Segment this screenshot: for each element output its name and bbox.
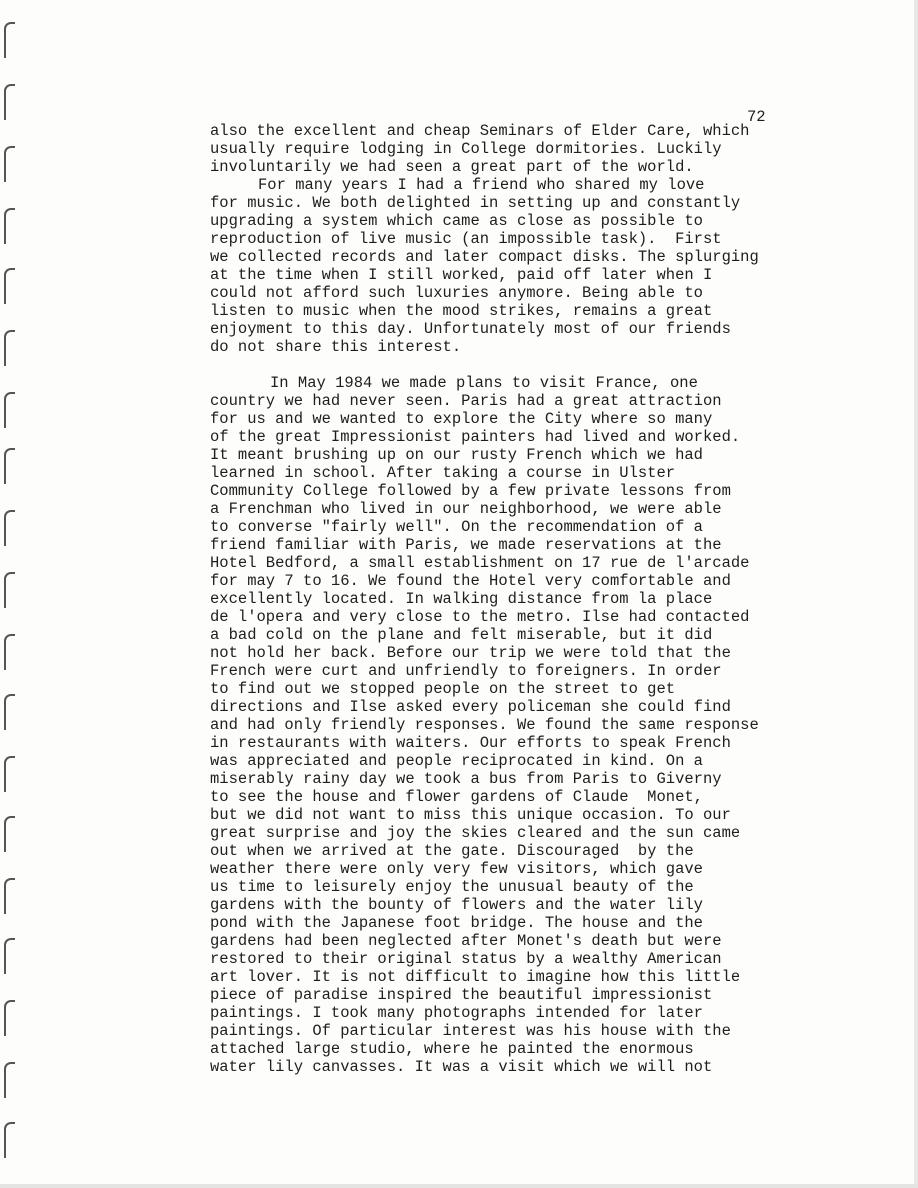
page-bottom-edge [0,1184,918,1188]
binder-mark [4,938,15,974]
paragraph-gap [210,356,870,374]
binder-mark [4,392,15,428]
text-line: paintings. I took many photographs intended for later [210,1004,703,1022]
text-line: country we had never seen. Paris had a great attraction [210,392,722,410]
text-line: do not share this interest. [210,338,462,356]
text-line: to find out we stopped people on the street to get [210,680,676,698]
text-line: reproduction of live music (an impossible task). First [210,230,722,248]
binder-mark [4,1062,15,1098]
page-number: 72 [747,108,766,126]
text-line: in restaurants with waiters. Our efforts to speak French [210,734,731,752]
text-line: a bad cold on the plane and felt miserable, but it did [210,626,713,644]
text-line: paintings. Of particular interest was his house with the [210,1022,731,1040]
text-line: and had only friendly responses. We found the same response [210,716,759,734]
text-line: was appreciated and people reciprocated in kind. On a [210,752,703,770]
text-line: For many years I had a friend who shared my love [258,176,705,194]
text-line: art lover. It is not difficult to imagine how this little [210,968,741,986]
text-line: listen to music when the mood strikes, remains a great [210,302,713,320]
binder-mark [4,84,15,120]
text-line: us time to leisurely enjoy the unusual beauty of the [210,878,694,896]
text-line: enjoyment to this day. Unfortunately most of our friends [210,320,731,338]
text-line: gardens with the bounty of flowers and the water lily [210,896,703,914]
paragraph-2 [210,176,870,356]
text-line: involuntarily we had seen a great part of the world. [210,158,694,176]
paragraph-3 [210,374,870,1076]
text-line: of the great Impressionist painters had lived and worked. [210,428,741,446]
text-line: miserably rainy day we took a bus from Paris to Giverny [210,770,722,788]
body-text [210,122,870,1076]
binder-mark [4,22,15,58]
page-edge-shadow [914,0,918,1188]
binder-mark [4,448,15,484]
text-line: attached large studio, where he painted the enormous [210,1040,694,1058]
text-line: weather there were only very few visitors, which gave [210,860,703,878]
text-line: at the time when I still worked, paid off later when I [210,266,713,284]
text-line: for may 7 to 16. We found the Hotel very comfortable and [210,572,731,590]
text-line: de l'opera and very close to the metro. Ilse had contacted [210,608,750,626]
text-line: usually require lodging in College dormitories. Luckily [210,140,722,158]
text-line: piece of paradise inspired the beautiful impressionist [210,986,713,1004]
binder-mark [4,208,15,244]
text-line: water lily canvasses. It was a visit which we will not [210,1058,713,1076]
binder-mark [4,572,15,608]
text-line: to see the house and flower gardens of Claude Monet, [210,788,703,806]
text-line: French were curt and unfriendly to foreigners. In order [210,662,722,680]
text-line: It meant brushing up on our rusty French which we had [210,446,703,464]
text-line: not hold her back. Before our trip we were told that the [210,644,731,662]
text-line: Hotel Bedford, a small establishment on 17 rue de l'arcade [210,554,750,572]
text-line: In May 1984 we made plans to visit France, one [270,374,698,392]
text-line: out when we arrived at the gate. Discouraged by the [210,842,694,860]
text-line: we collected records and later compact disks. The splurging [210,248,759,266]
text-line: for us and we wanted to explore the City where so many [210,410,713,428]
binder-mark [4,330,15,366]
binder-mark [4,510,15,546]
text-line: to converse "fairly well". On the recommendation of a [210,518,703,536]
binder-mark [4,878,15,914]
binder-mark [4,816,15,852]
text-line: gardens had been neglected after Monet's death but were [210,932,722,950]
binder-mark [4,694,15,730]
text-line: for music. We both delighted in setting up and constantly [210,194,741,212]
text-line: also the excellent and cheap Seminars of Elder Care, which [210,122,750,140]
paragraph-1 [210,122,870,176]
text-line: great surprise and joy the skies cleared and the sun came [210,824,741,842]
text-line: upgrading a system which came as close as possible to [210,212,703,230]
binder-mark [4,1122,15,1158]
text-line: pond with the Japanese foot bridge. The house and the [210,914,703,932]
text-line: but we did not want to miss this unique occasion. To our [210,806,731,824]
text-line: a Frenchman who lived in our neighborhood, we were able [210,500,722,518]
text-line: restored to their original status by a wealthy American [210,950,722,968]
binder-mark [4,634,15,670]
binder-mark [4,756,15,792]
binder-mark [4,1000,15,1036]
text-line: friend familiar with Paris, we made reservations at the [210,536,722,554]
text-line: directions and Ilse asked every policeman she could find [210,698,731,716]
text-line: Community College followed by a few private lessons from [210,482,731,500]
text-line: excellently located. In walking distance from la place [210,590,713,608]
text-line: learned in school. After taking a course in Ulster [210,464,676,482]
binder-mark [4,268,15,304]
text-line: could not afford such luxuries anymore. Being able to [210,284,703,302]
binder-mark [4,146,15,182]
